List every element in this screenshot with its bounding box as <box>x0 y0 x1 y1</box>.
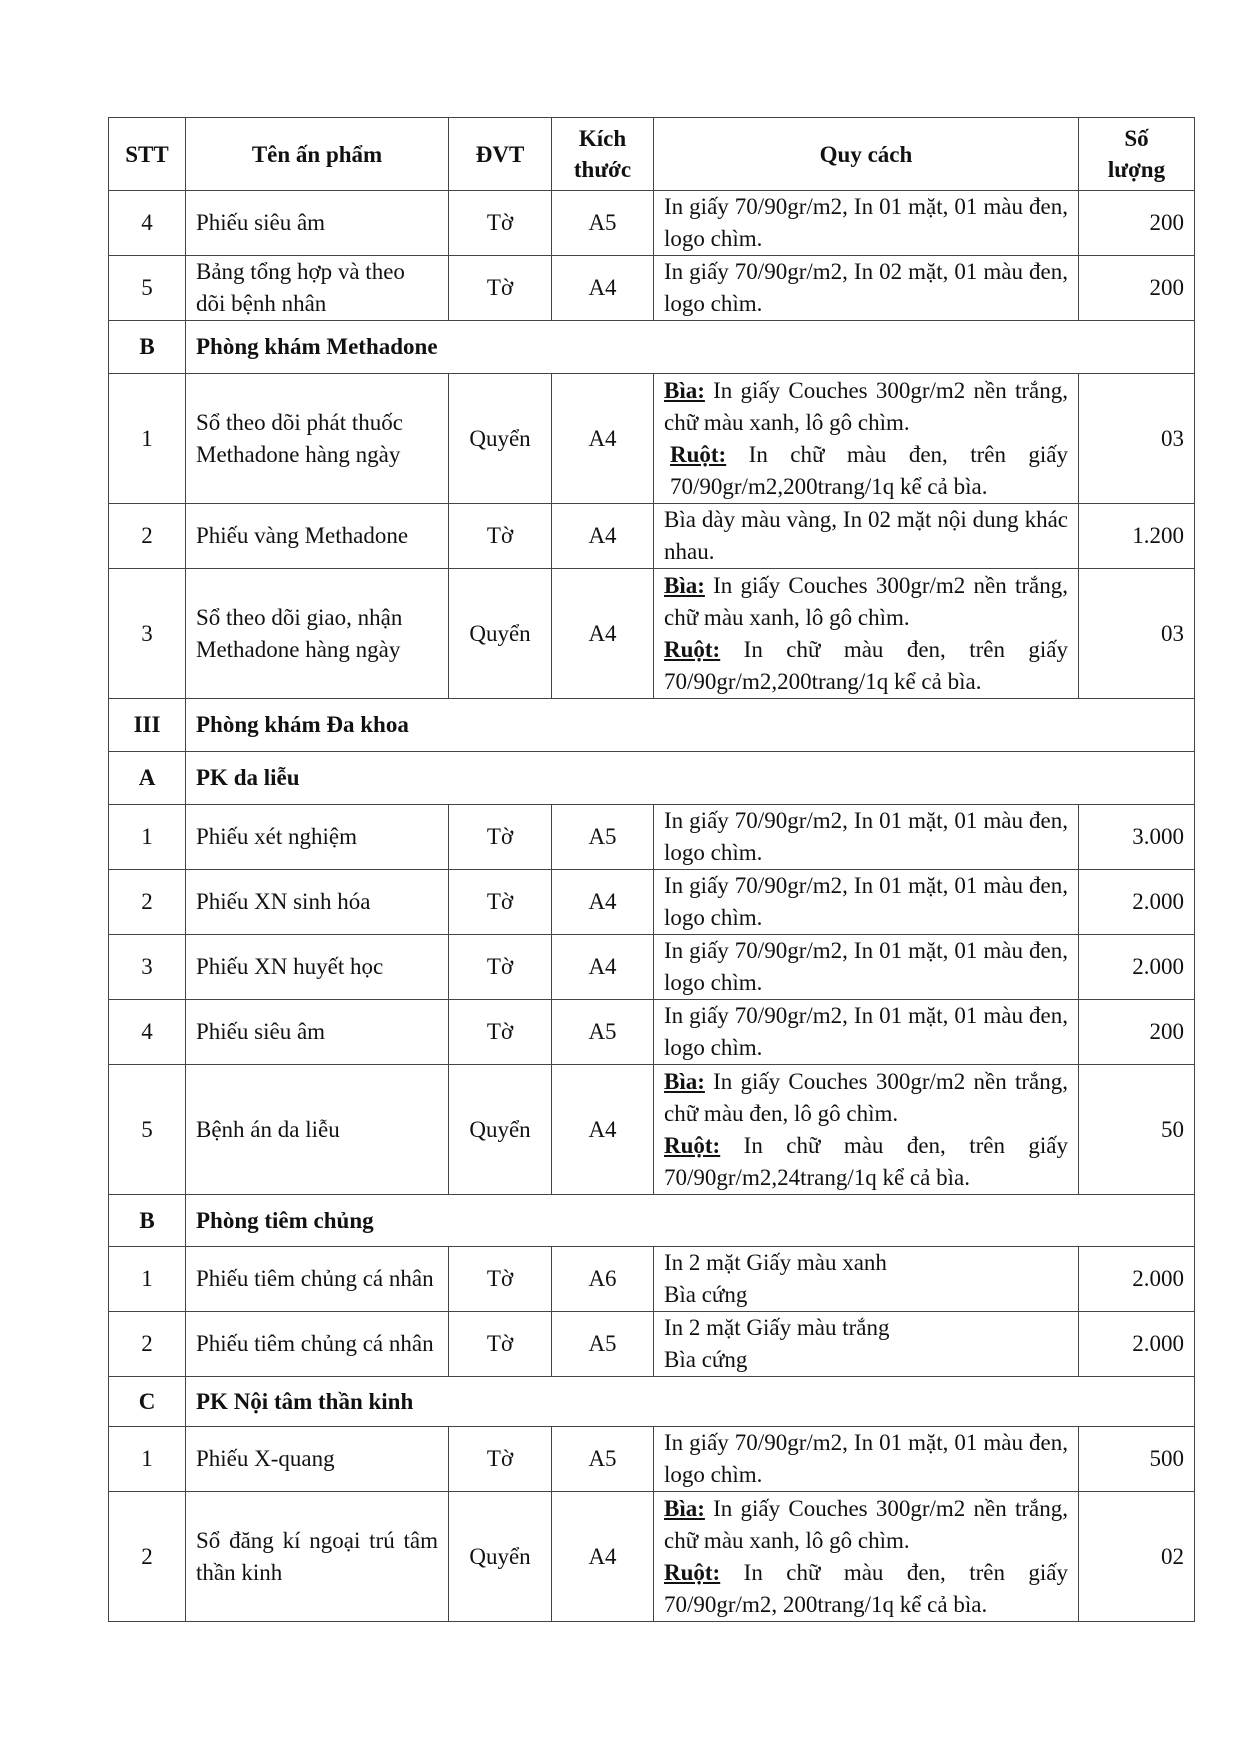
table-row <box>109 1000 1195 1065</box>
row-qty: 2.000 <box>1079 1312 1195 1377</box>
row-stt: 4 <box>109 1000 186 1065</box>
row-size: A5 <box>552 1312 654 1377</box>
section-title: PK da liễu <box>186 752 1195 805</box>
cover-text: In giấy Couches 300gr/m2 nền trắng, chữ màu xanh, lô gô chìm. <box>664 1495 1068 1553</box>
row-spec <box>654 1065 1079 1195</box>
inner-text: In chữ màu đen, trên giấy 70/90gr/m2,24trang/1q kể cả bìa. <box>664 1132 1068 1190</box>
row-qty: 200 <box>1079 1000 1195 1065</box>
row-size: A4 <box>552 504 654 569</box>
row-unit: Tờ <box>449 1312 552 1377</box>
row-name: Sổ theo dõi phát thuốc Methadone hàng ngày <box>186 374 449 504</box>
row-size: A4 <box>552 870 654 935</box>
table-row <box>109 1312 1195 1377</box>
table-row <box>109 1427 1195 1492</box>
table-row <box>109 374 1195 504</box>
header-qty <box>1079 118 1195 191</box>
row-unit: Tờ <box>449 935 552 1000</box>
row-spec: In giấy 70/90gr/m2, In 01 mặt, 01 màu đen, logo chìm. <box>654 1000 1079 1065</box>
table-row <box>109 870 1195 935</box>
row-qty: 03 <box>1079 374 1195 504</box>
spec-cover <box>664 375 1068 439</box>
section-code: A <box>109 752 186 805</box>
print-items-table <box>108 117 1195 1622</box>
spec-inner <box>664 439 1068 503</box>
row-size: A4 <box>552 1492 654 1622</box>
row-name: Phiếu tiêm chủng cá nhân <box>186 1312 449 1377</box>
inner-label: Ruột: <box>664 1132 721 1158</box>
header-size-line1: Kích <box>578 126 627 151</box>
row-unit: Quyển <box>449 374 552 504</box>
inner-text: In chữ màu đen, trên giấy 70/90gr/m2, 200trang/1q kể cả bìa. <box>664 1559 1068 1617</box>
table-row <box>109 1247 1195 1312</box>
section-code: B <box>109 321 186 374</box>
row-unit: Tờ <box>449 504 552 569</box>
row-spec <box>654 1492 1079 1622</box>
cover-label: Bìa: <box>664 377 705 403</box>
row-stt: 2 <box>109 870 186 935</box>
row-spec: Bìa dày màu vàng, In 02 mặt nội dung khác nhau. <box>654 504 1079 569</box>
table-row <box>109 805 1195 870</box>
row-spec <box>654 374 1079 504</box>
section-title: Phòng tiêm chủng <box>186 1195 1195 1247</box>
row-qty: 500 <box>1079 1427 1195 1492</box>
section-title: Phòng khám Đa khoa <box>186 699 1195 752</box>
row-qty: 50 <box>1079 1065 1195 1195</box>
row-name: Phiếu tiêm chủng cá nhân <box>186 1247 449 1312</box>
row-spec: In giấy 70/90gr/m2, In 01 mặt, 01 màu đen, logo chìm. <box>654 805 1079 870</box>
row-spec <box>654 569 1079 699</box>
row-unit: Tờ <box>449 1000 552 1065</box>
row-stt: 2 <box>109 1492 186 1622</box>
row-name: Phiếu xét nghiệm <box>186 805 449 870</box>
section-row <box>109 1377 1195 1427</box>
header-unit: ĐVT <box>449 118 552 191</box>
section-code: C <box>109 1377 186 1427</box>
row-stt: 2 <box>109 1312 186 1377</box>
row-spec: In giấy 70/90gr/m2, In 01 mặt, 01 màu đen, logo chìm. <box>654 1427 1079 1492</box>
row-stt: 1 <box>109 805 186 870</box>
spec-inner <box>664 1557 1068 1621</box>
spec-cover <box>664 570 1068 634</box>
section-row <box>109 1195 1195 1247</box>
inner-label: Ruột: <box>664 636 721 662</box>
row-name: Sổ đăng kí ngoại trú tâm thần kinh <box>186 1492 449 1622</box>
row-qty: 200 <box>1079 256 1195 321</box>
section-code: B <box>109 1195 186 1247</box>
row-stt: 5 <box>109 1065 186 1195</box>
spec-cover <box>664 1066 1068 1130</box>
row-unit: Quyển <box>449 1492 552 1622</box>
section-row <box>109 321 1195 374</box>
row-stt: 3 <box>109 935 186 1000</box>
spec-line: In 2 mặt Giấy màu xanh <box>664 1250 887 1275</box>
spec-line: Bìa cứng <box>664 1347 748 1372</box>
row-name: Phiếu vàng Methadone <box>186 504 449 569</box>
inner-label: Ruột: <box>664 1559 721 1585</box>
row-name: Phiếu siêu âm <box>186 1000 449 1065</box>
spec-inner <box>664 634 1068 698</box>
row-qty: 200 <box>1079 191 1195 256</box>
header-spec: Quy cách <box>654 118 1079 191</box>
spec-cover <box>664 1493 1068 1557</box>
row-unit: Tờ <box>449 1247 552 1312</box>
row-name: Phiếu siêu âm <box>186 191 449 256</box>
header-size <box>552 118 654 191</box>
row-qty: 2.000 <box>1079 870 1195 935</box>
row-size: A4 <box>552 569 654 699</box>
row-qty: 2.000 <box>1079 935 1195 1000</box>
table-row <box>109 191 1195 256</box>
row-size: A5 <box>552 1427 654 1492</box>
row-stt: 3 <box>109 569 186 699</box>
cover-label: Bìa: <box>664 572 705 598</box>
row-spec: In giấy 70/90gr/m2, In 01 mặt, 01 màu đen, logo chìm. <box>654 935 1079 1000</box>
row-name: Bệnh án da liễu <box>186 1065 449 1195</box>
header-name: Tên ấn phẩm <box>186 118 449 191</box>
table-row <box>109 504 1195 569</box>
row-name: Phiếu XN sinh hóa <box>186 870 449 935</box>
header-stt: STT <box>109 118 186 191</box>
section-title: Phòng khám Methadone <box>186 321 1195 374</box>
cover-text: In giấy Couches 300gr/m2 nền trắng, chữ màu đen, lô gô chìm. <box>664 1068 1068 1126</box>
row-size: A4 <box>552 1065 654 1195</box>
header-qty-line1: Số <box>1124 126 1149 151</box>
row-qty: 1.200 <box>1079 504 1195 569</box>
row-unit: Tờ <box>449 805 552 870</box>
row-spec <box>654 1247 1079 1312</box>
inner-text: In chữ màu đen, trên giấy 70/90gr/m2,200trang/1q kể cả bìa. <box>664 636 1068 694</box>
row-spec: In giấy 70/90gr/m2, In 02 mặt, 01 màu đen, logo chìm. <box>654 256 1079 321</box>
row-size: A4 <box>552 256 654 321</box>
row-name: Phiếu X-quang <box>186 1427 449 1492</box>
table-row <box>109 1492 1195 1622</box>
row-qty: 03 <box>1079 569 1195 699</box>
row-size: A5 <box>552 1000 654 1065</box>
row-stt: 1 <box>109 1427 186 1492</box>
cover-text: In giấy Couches 300gr/m2 nền trắng, chữ màu xanh, lô gô chìm. <box>664 572 1068 630</box>
row-spec: In giấy 70/90gr/m2, In 01 mặt, 01 màu đen, logo chìm. <box>654 191 1079 256</box>
row-stt: 4 <box>109 191 186 256</box>
row-unit: Quyển <box>449 1065 552 1195</box>
row-unit: Tờ <box>449 1427 552 1492</box>
row-unit: Tờ <box>449 870 552 935</box>
row-name: Phiếu XN huyết học <box>186 935 449 1000</box>
section-title: PK Nội tâm thần kinh <box>186 1377 1195 1427</box>
row-unit: Quyển <box>449 569 552 699</box>
table-header-row <box>109 118 1195 191</box>
row-name: Bảng tổng hợp và theo dõi bệnh nhân <box>186 256 449 321</box>
table-row <box>109 569 1195 699</box>
row-spec <box>654 1312 1079 1377</box>
row-size: A5 <box>552 191 654 256</box>
row-unit: Tờ <box>449 256 552 321</box>
row-qty: 2.000 <box>1079 1247 1195 1312</box>
row-unit: Tờ <box>449 191 552 256</box>
row-size: A4 <box>552 935 654 1000</box>
table-row <box>109 935 1195 1000</box>
spec-inner <box>664 1130 1068 1194</box>
cover-label: Bìa: <box>664 1495 705 1521</box>
row-stt: 2 <box>109 504 186 569</box>
row-size: A4 <box>552 374 654 504</box>
row-size: A5 <box>552 805 654 870</box>
table-row <box>109 256 1195 321</box>
table-row <box>109 1065 1195 1195</box>
row-qty: 02 <box>1079 1492 1195 1622</box>
section-row <box>109 699 1195 752</box>
row-qty: 3.000 <box>1079 805 1195 870</box>
header-size-line2: thước <box>573 157 632 182</box>
section-code: III <box>109 699 186 752</box>
row-spec: In giấy 70/90gr/m2, In 01 mặt, 01 màu đen, logo chìm. <box>654 870 1079 935</box>
row-stt: 1 <box>109 1247 186 1312</box>
cover-label: Bìa: <box>664 1068 705 1094</box>
spec-line: Bìa cứng <box>664 1282 748 1307</box>
inner-text: In chữ màu đen, trên giấy 70/90gr/m2,200trang/1q kể cả bìa. <box>670 441 1068 499</box>
row-size: A6 <box>552 1247 654 1312</box>
row-stt: 5 <box>109 256 186 321</box>
header-qty-line2: lượng <box>1107 157 1166 182</box>
spec-line: In 2 mặt Giấy màu trắng <box>664 1315 890 1340</box>
cover-text: In giấy Couches 300gr/m2 nền trắng, chữ màu xanh, lô gô chìm. <box>664 377 1068 435</box>
row-stt: 1 <box>109 374 186 504</box>
inner-label: Ruột: <box>670 441 727 467</box>
row-name: Sổ theo dõi giao, nhận Methadone hàng ngày <box>186 569 449 699</box>
section-row <box>109 752 1195 805</box>
